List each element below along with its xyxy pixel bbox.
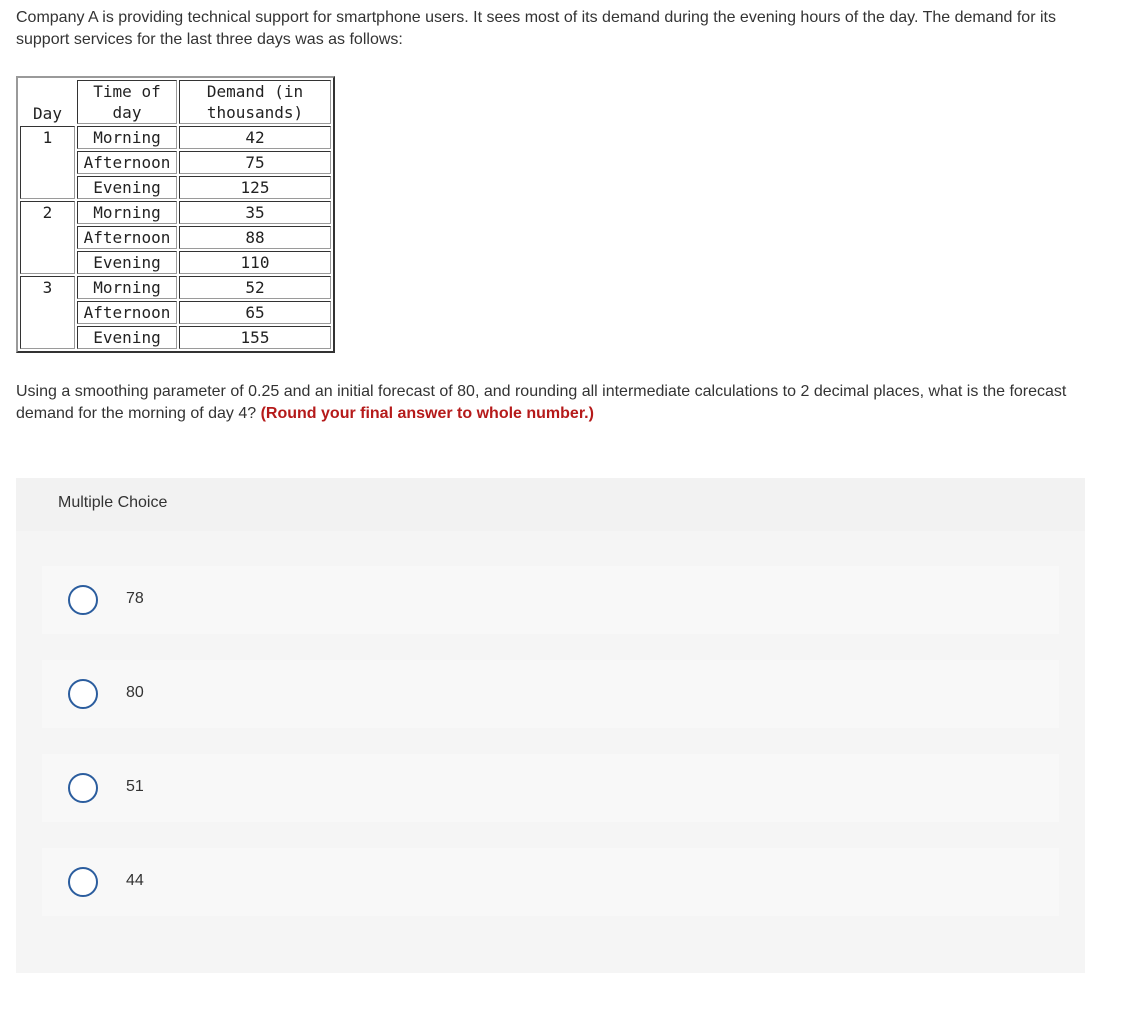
demand-cell: 35 — [179, 201, 331, 224]
demand-table — [16, 76, 335, 353]
demand-cell: 110 — [179, 251, 331, 274]
header-demand-line2: thousands) — [206, 103, 304, 122]
time-cell: Evening — [77, 251, 177, 274]
demand-cell: 65 — [179, 301, 331, 324]
table-row — [20, 276, 331, 299]
table-row — [20, 126, 331, 149]
header-time-line1: Time of — [93, 82, 161, 101]
time-cell: Evening — [77, 326, 177, 349]
time-cell: Afternoon — [77, 301, 177, 324]
choice-label: 80 — [126, 684, 144, 701]
time-cell: Evening — [77, 176, 177, 199]
multiple-choice-title: Multiple Choice — [58, 494, 168, 511]
choice-option[interactable] — [42, 848, 1059, 916]
question-text — [16, 381, 1086, 425]
demand-cell: 88 — [179, 226, 331, 249]
time-cell: Afternoon — [77, 226, 177, 249]
day-cell: 2 — [20, 201, 75, 274]
choice-option[interactable] — [42, 754, 1059, 822]
demand-cell: 52 — [179, 276, 331, 299]
time-cell: Morning — [77, 126, 177, 149]
choice-label: 51 — [126, 778, 144, 795]
header-demand — [179, 80, 331, 124]
question-body: Using a smoothing parameter of 0.25 and an initial forecast of 80, and rounding all intermediate calculations to 2 decimal places, what is the forecast demand for the morning of day 4? — [16, 383, 1067, 422]
choice-option[interactable] — [42, 566, 1059, 634]
day-cell: 3 — [20, 276, 75, 349]
demand-cell: 42 — [179, 126, 331, 149]
problem-intro: Company A is providing technical support for smartphone users. It sees most of its demand during the evening hours of the day. The demand for its support services for the last three days was as follows: — [16, 9, 1056, 48]
demand-cell: 75 — [179, 151, 331, 174]
header-time-of-day — [77, 80, 177, 124]
choice-label: 78 — [126, 590, 144, 607]
radio-button-icon[interactable] — [68, 867, 98, 897]
time-cell: Afternoon — [77, 151, 177, 174]
choice-option[interactable] — [42, 660, 1059, 728]
header-demand-line1: Demand (in — [206, 82, 304, 101]
demand-cell: 155 — [179, 326, 331, 349]
radio-button-icon[interactable] — [68, 679, 98, 709]
time-cell: Morning — [77, 201, 177, 224]
radio-button-icon[interactable] — [68, 773, 98, 803]
demand-cell: 125 — [179, 176, 331, 199]
radio-button-icon[interactable] — [68, 585, 98, 615]
header-day — [20, 80, 75, 124]
choice-label: 44 — [126, 872, 144, 889]
day-cell: 1 — [20, 126, 75, 199]
multiple-choice-header — [16, 478, 1085, 531]
table-header-row — [20, 80, 331, 124]
multiple-choice-panel — [16, 478, 1085, 973]
header-day-label: Day — [33, 104, 62, 123]
rounding-instruction: (Round your final answer to whole number.) — [260, 405, 594, 422]
time-cell: Morning — [77, 276, 177, 299]
table-row — [20, 201, 331, 224]
header-time-line2: day — [112, 103, 142, 122]
